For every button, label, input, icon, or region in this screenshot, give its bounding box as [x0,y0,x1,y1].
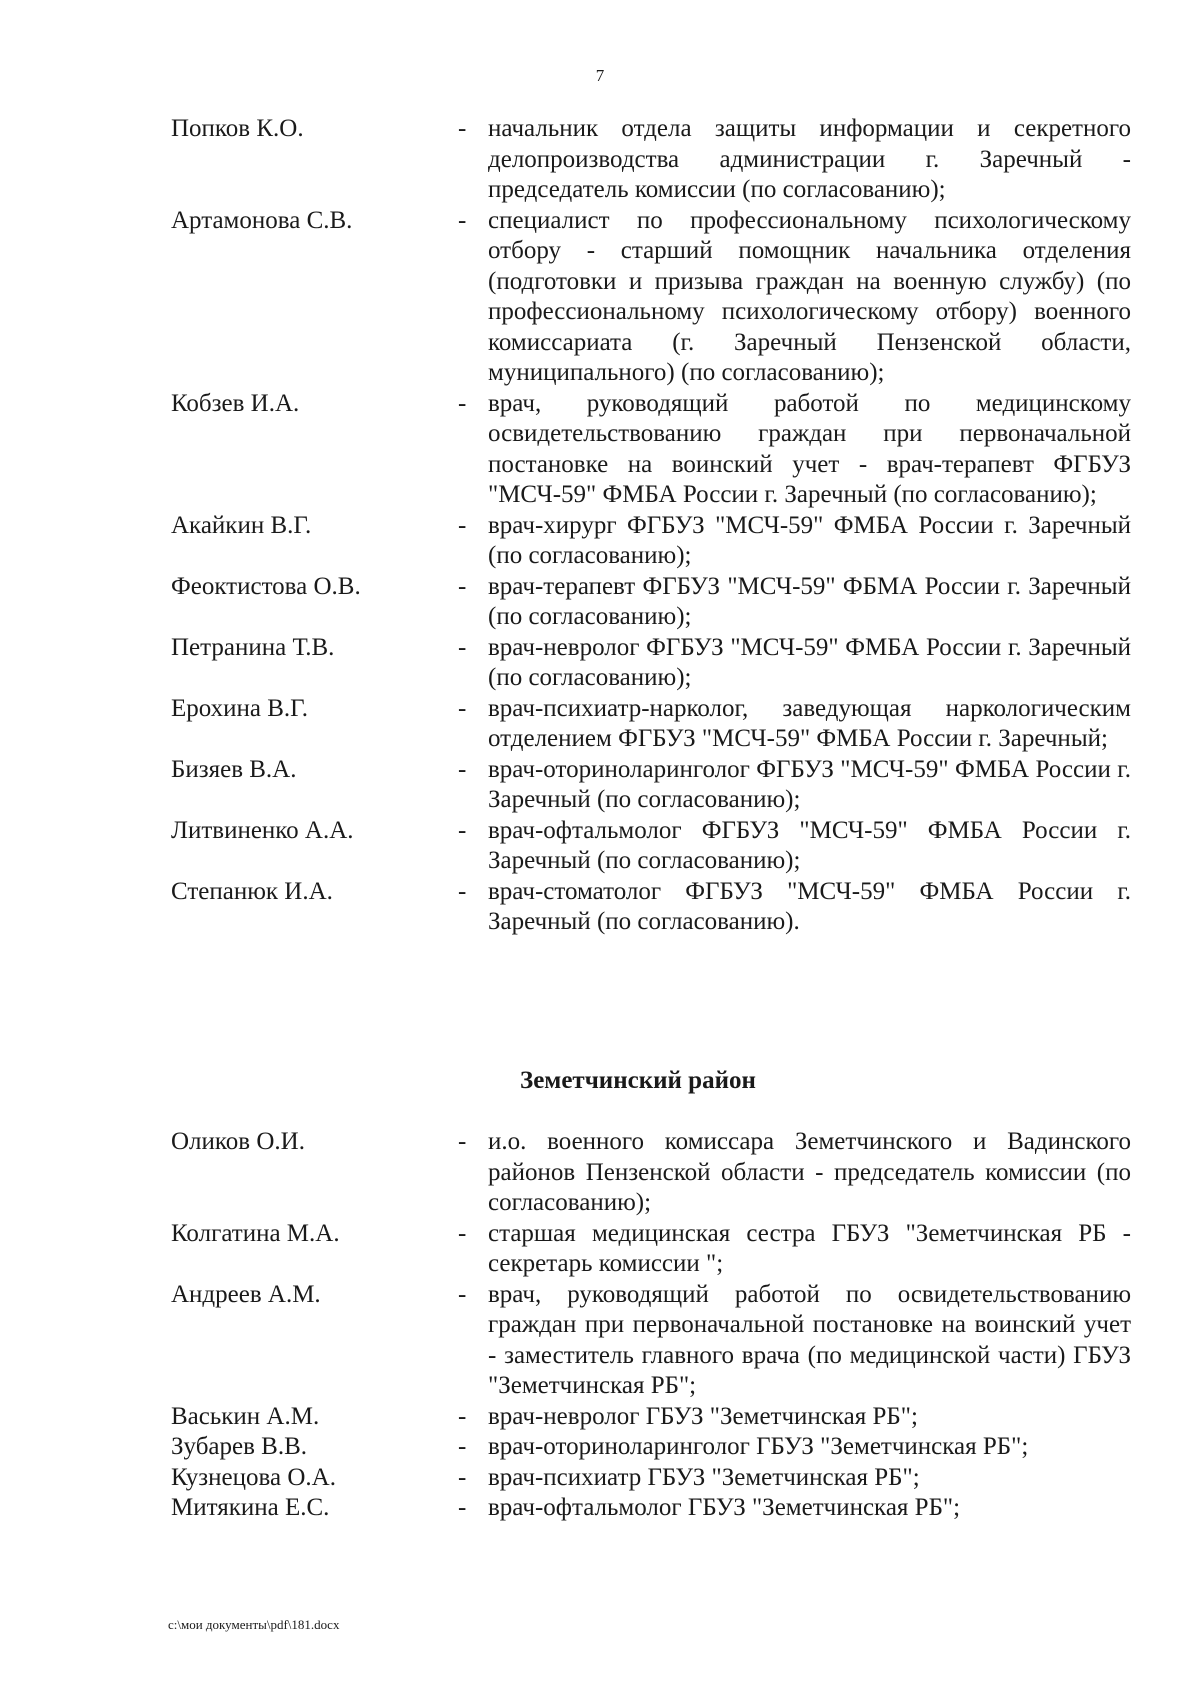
separator-dash: - [458,511,467,539]
separator-dash: - [458,389,467,417]
member-role: врач-терапевт ФГБУЗ "МСЧ-59" ФБМА России г. Заречный (по согласованию); [488,572,1131,630]
member-name: Акайкин В.Г. [171,511,312,539]
member-name: Петранина Т.В. [171,633,335,661]
member-role: врач-оториноларинголог ГБУЗ "Земетчинская РБ"; [488,1433,1029,1460]
member-role: специалист по профессиональному психологическому отбору - старший помощник начальника отделения (подготовки и призыва граждан на военную службу) (по профессиональному психологическому отбору) военного комиссариата (г. Заречный Пензенской области, муниципального) (по согласованию); [488,206,1131,386]
list-item [0,1432,1200,1463]
separator-dash: - [458,1219,467,1247]
list-item [0,206,1200,389]
member-name: Кобзев И.А. [171,389,300,417]
member-role: и.о. военного комиссара Земетчинского и Вадинского районов Пензенской области - председатель комиссии (по согласованию); [488,1128,1131,1216]
list-item [0,114,1200,206]
member-name: Колгатина М.А. [171,1219,340,1247]
section-heading: Земетчинский район [520,1067,756,1094]
member-name: Кузнецова О.А. [171,1463,336,1491]
member-role: врач-психиатр-нарколог, заведующая наркологическим отделением ФГБУЗ "МСЧ-59" ФМБА России г. Заречный; [488,694,1131,752]
list-item [0,1493,1200,1524]
list-item [0,694,1200,755]
separator-dash: - [458,1494,467,1521]
member-role: начальник отдела защиты информации и секретного делопроизводства администрации г. Заречный - председатель комиссии (по согласованию); [488,115,1131,203]
list-item [0,633,1200,694]
separator-dash: - [458,877,467,905]
member-name: Феоктистова О.В. [171,572,361,600]
member-role: врач-стоматолог ФГБУЗ "МСЧ-59" ФМБА России г. Заречный (по согласованию). [488,877,1131,935]
list-item [0,1402,1200,1433]
list-item [0,511,1200,572]
page-number: 7 [595,66,605,85]
separator-dash: - [458,1402,467,1430]
list-item [0,572,1200,633]
member-role: врач, руководящий работой по освидетельствованию граждан при первоначальной постановке на воинский учет - заместитель главного врача (по медицинской части) ГБУЗ "Земетчинская РБ"; [488,1280,1131,1399]
separator-dash: - [458,633,467,661]
member-role: врач, руководящий работой по медицинскому освидетельствованию граждан при первоначальной постановке на воинский учет - врач-терапевт ФГБУЗ "МСЧ-59" ФМБА России г. Заречный (по согласованию); [488,389,1131,508]
member-name: Степанюк И.А. [171,877,333,905]
list-item [0,1219,1200,1280]
member-role: врач-невролог ФГБУЗ "МСЧ-59" ФМБА России г. Заречный (по согласованию); [488,633,1131,691]
zarechny-commission-list [0,114,1200,938]
member-name: Бизяев В.А. [171,755,297,783]
member-name: Митякина Е.С. [171,1494,330,1521]
list-item [0,1127,1200,1219]
separator-dash: - [458,1463,467,1491]
member-role: старшая медицинская сестра ГБУЗ "Земетчинская РБ - секретарь комиссии "; [488,1219,1131,1277]
member-name: Литвиненко А.А. [171,816,354,844]
member-role: врач-офтальмолог ГБУЗ "Земетчинская РБ"; [488,1494,961,1521]
separator-dash: - [458,206,467,234]
separator-dash: - [458,1128,467,1155]
separator-dash: - [458,1433,467,1460]
file-path-footer: c:\мои документы\pdf\181.docx [168,1617,340,1632]
list-item [0,389,1200,511]
member-role: врач-оториноларинголог ФГБУЗ "МСЧ-59" ФМБА России г. Заречный (по согласованию); [488,755,1131,813]
list-item [0,877,1200,938]
member-name: Оликов О.И. [171,1128,305,1155]
separator-dash: - [458,755,467,783]
list-item [0,816,1200,877]
list-item [0,1463,1200,1494]
member-role: врач-офтальмолог ФГБУЗ "МСЧ-59" ФМБА России г. Заречный (по согласованию); [488,816,1131,874]
separator-dash: - [458,1280,467,1308]
separator-dash: - [458,694,467,722]
member-name: Артамонова С.В. [171,206,353,234]
member-name: Ерохина В.Г. [171,694,309,722]
member-name: Зубарев В.В. [171,1433,308,1460]
separator-dash: - [458,816,467,844]
member-role: врач-психиатр ГБУЗ "Земетчинская РБ"; [488,1463,920,1491]
separator-dash: - [458,115,467,142]
list-item [0,1280,1200,1402]
list-item [0,755,1200,816]
member-role: врач-невролог ГБУЗ "Земетчинская РБ"; [488,1402,918,1430]
zemetchino-commission-list [0,1127,1200,1524]
separator-dash: - [458,572,467,600]
member-name: Андреев А.М. [171,1280,321,1308]
member-name: Попков К.О. [171,115,304,142]
member-role: врач-хирург ФГБУЗ "МСЧ-59" ФМБА России г. Заречный (по согласованию); [488,511,1131,569]
member-name: Васькин А.М. [171,1402,320,1430]
